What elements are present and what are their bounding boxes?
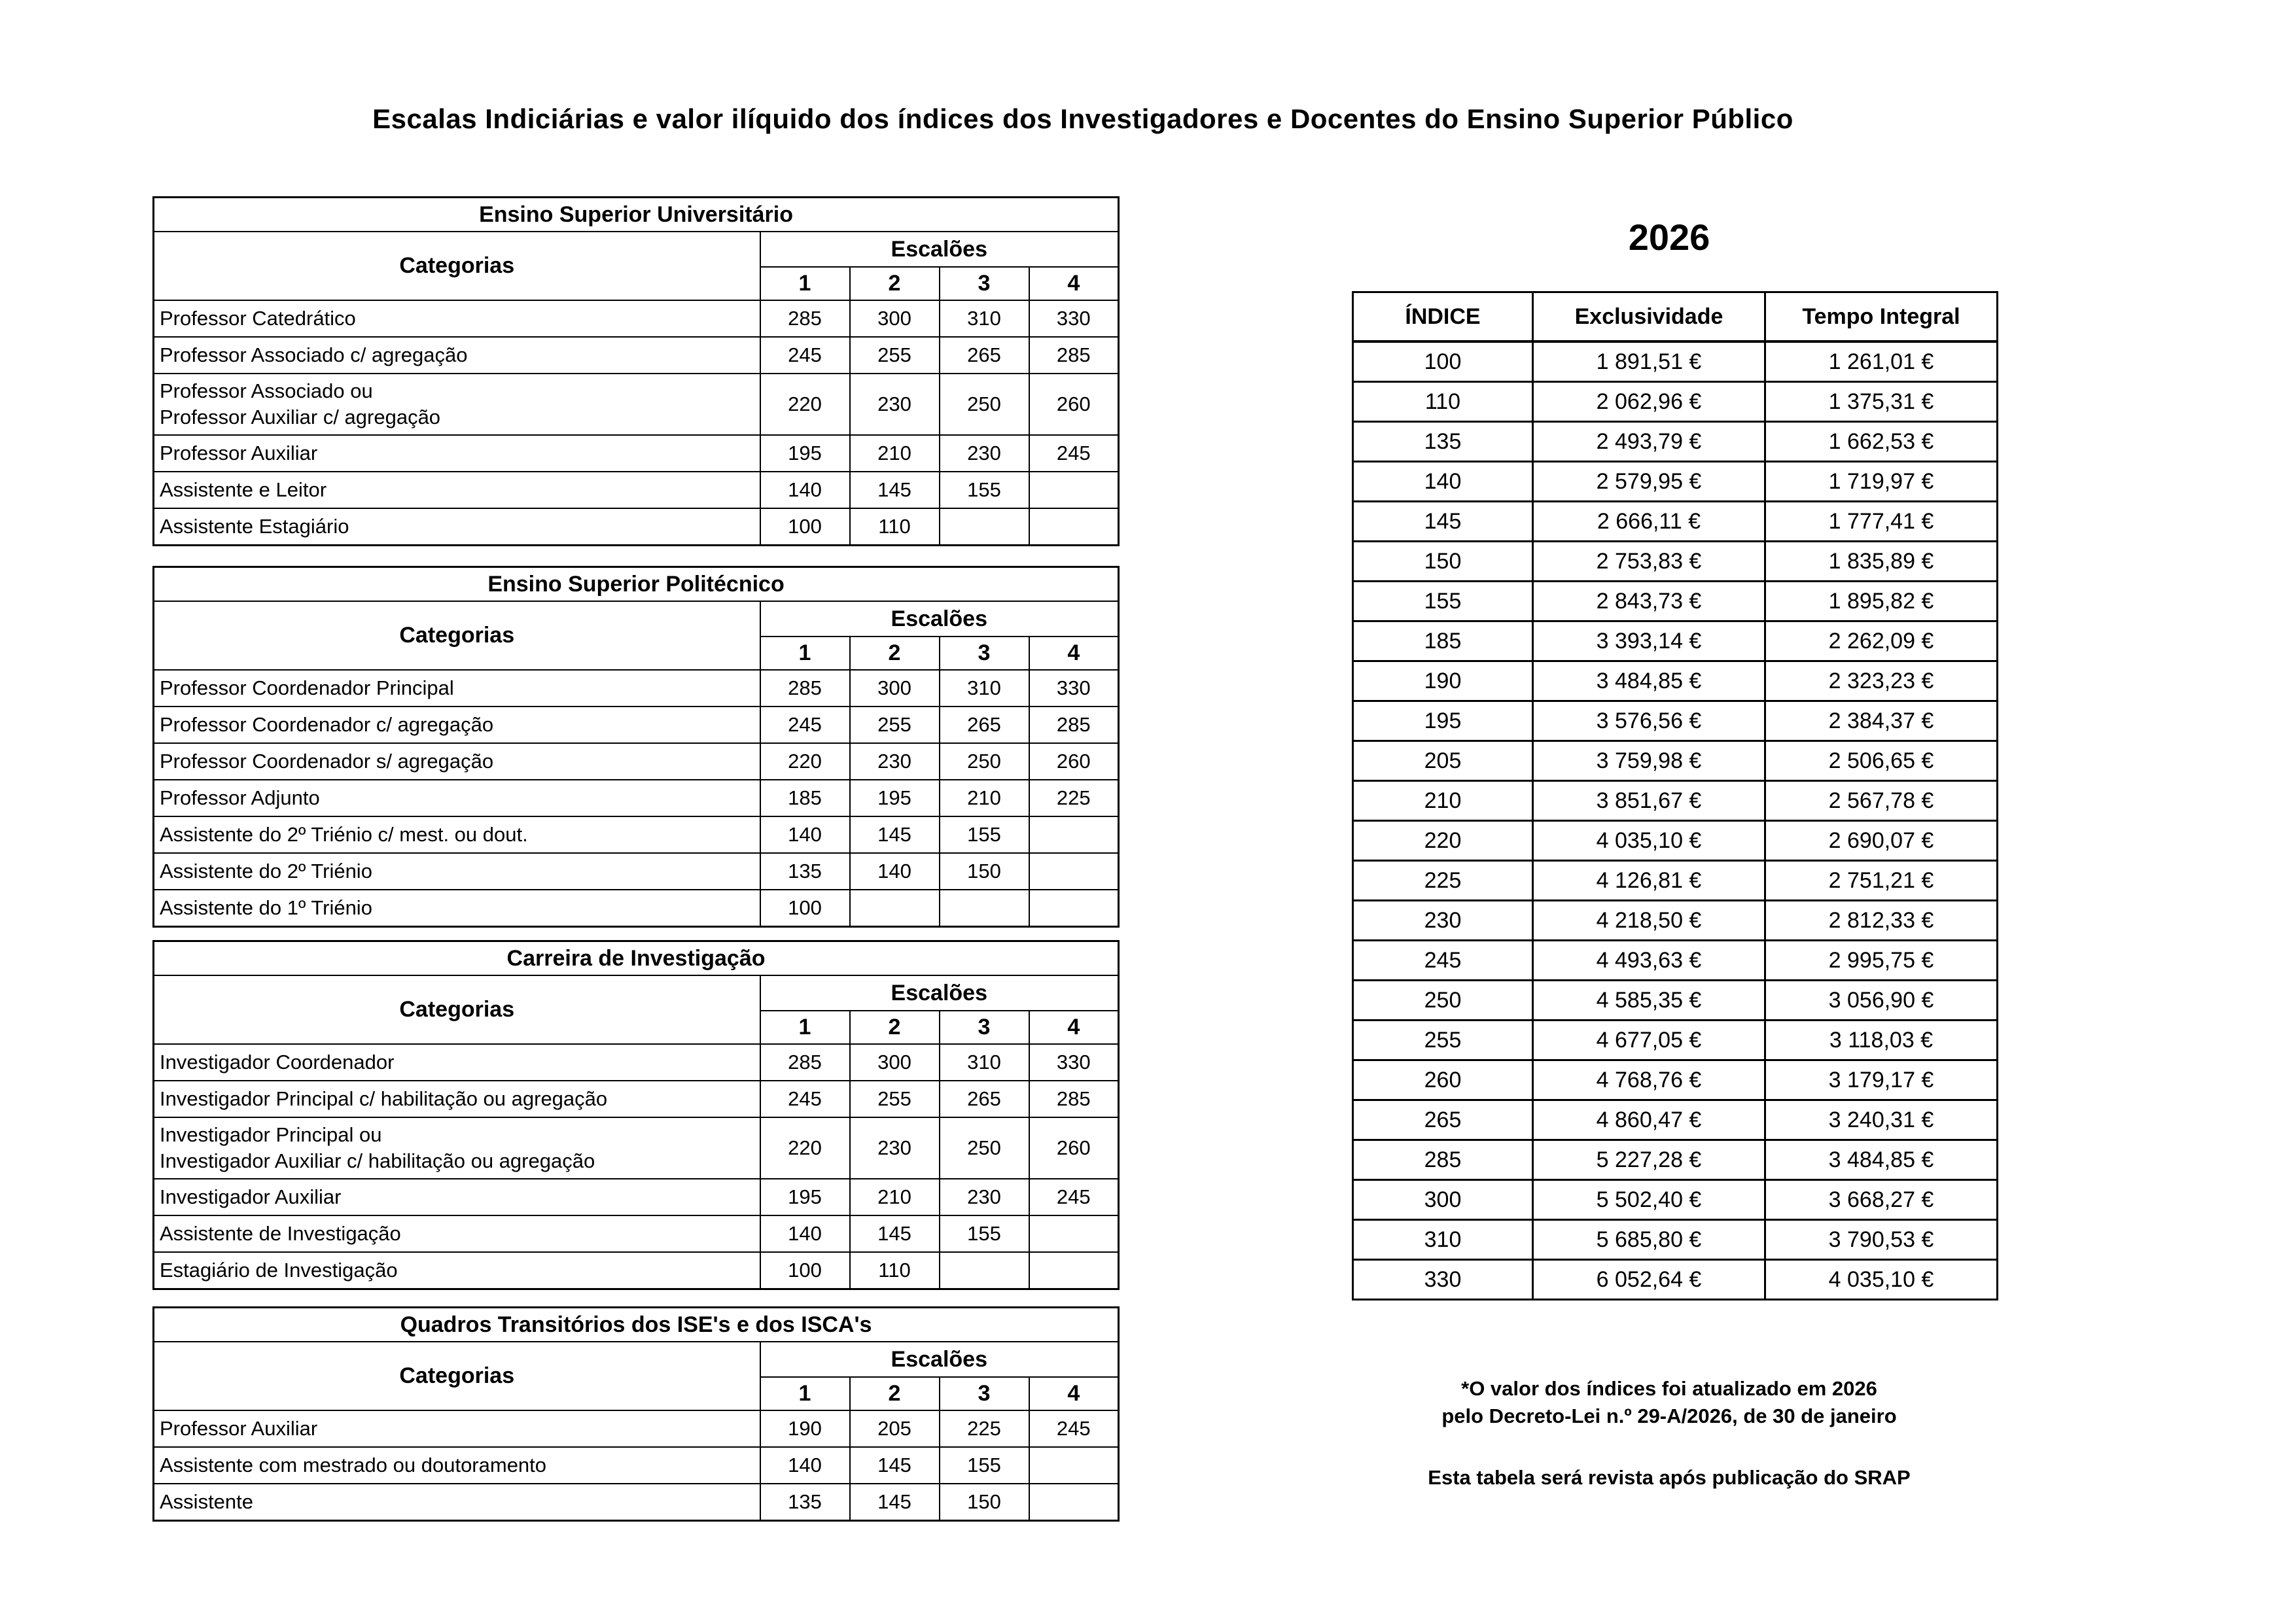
tempo-integral-cell: 3 240,31 € xyxy=(1765,1100,1998,1140)
tempo-integral-cell: 2 567,78 € xyxy=(1765,781,1998,821)
footnotes xyxy=(1319,1375,2019,1492)
escalao-column-header: 3 xyxy=(940,267,1029,300)
table-row xyxy=(154,435,1119,472)
tempo-integral-cell: 1 719,97 € xyxy=(1765,462,1998,502)
escalao-column-header: 1 xyxy=(760,267,850,300)
indice-row xyxy=(1353,901,1998,941)
category-cell: Estagiário de Investigação xyxy=(154,1252,760,1289)
escalao-value-cell: 230 xyxy=(850,1117,940,1179)
categories-header: Categorias xyxy=(154,975,760,1044)
tempo-integral-cell: 3 668,27 € xyxy=(1765,1180,1998,1220)
escalao-value-cell: 245 xyxy=(1029,1179,1119,1215)
escalao-value-cell: 155 xyxy=(940,472,1029,508)
escalao-value-cell xyxy=(1029,1484,1119,1521)
table-row xyxy=(154,1044,1119,1081)
indice-row xyxy=(1353,861,1998,901)
indice-header-row xyxy=(1353,292,1998,342)
escalao-value-cell: 285 xyxy=(1029,337,1119,374)
tempo-integral-cell: 1 835,89 € xyxy=(1765,542,1998,582)
category-line: Professor Associado ou xyxy=(160,379,373,402)
escalao-value-cell: 285 xyxy=(760,670,850,707)
indice-row xyxy=(1353,422,1998,462)
escalao-value-cell: 140 xyxy=(760,1447,850,1484)
tempo-integral-cell: 3 056,90 € xyxy=(1765,981,1998,1021)
category-cell: Assistente xyxy=(154,1484,760,1521)
escalao-value-cell: 150 xyxy=(940,1484,1029,1521)
table-row xyxy=(154,1117,1119,1179)
tempo-integral-cell: 2 751,21 € xyxy=(1765,861,1998,901)
category-cell: Assistente com mestrado ou doutoramento xyxy=(154,1447,760,1484)
indice-table xyxy=(1352,291,1998,1300)
escalao-value-cell: 150 xyxy=(940,853,1029,890)
escaloes-header: Escalões xyxy=(760,1342,1119,1377)
escalao-value-cell: 195 xyxy=(760,1179,850,1215)
escalao-value-cell: 330 xyxy=(1029,670,1119,707)
scale-table-card xyxy=(152,1306,1118,1522)
escalao-value-cell xyxy=(1029,816,1119,853)
table-row xyxy=(154,1447,1119,1484)
escalao-value-cell: 245 xyxy=(760,707,850,743)
escalao-value-cell: 310 xyxy=(940,300,1029,337)
indice-cell: 205 xyxy=(1353,741,1533,781)
category-cell: Assistente de Investigação xyxy=(154,1215,760,1252)
indice-row xyxy=(1353,462,1998,502)
indice-table-head xyxy=(1353,292,1998,342)
escalao-column-header: 4 xyxy=(1029,637,1119,670)
scale-table-card xyxy=(152,940,1118,1290)
tempo-integral-cell: 3 179,17 € xyxy=(1765,1060,1998,1100)
escalao-value-cell: 220 xyxy=(760,1117,850,1179)
escalao-column-header: 2 xyxy=(850,1377,940,1410)
indice-cell: 245 xyxy=(1353,941,1533,981)
escalao-value-cell: 300 xyxy=(850,300,940,337)
escalao-value-cell: 195 xyxy=(850,780,940,816)
category-line: Investigador Auxiliar c/ habilitação ou agregação xyxy=(160,1149,595,1172)
scale-table xyxy=(152,1306,1120,1522)
escalao-value-cell: 230 xyxy=(850,743,940,780)
category-cell: Professor Auxiliar xyxy=(154,1410,760,1447)
table-row xyxy=(154,1215,1119,1252)
category-cell: Professor Auxiliar xyxy=(154,435,760,472)
footnote-line: Esta tabela será revista após publicação do SRAP xyxy=(1428,1466,1911,1489)
scale-table-card xyxy=(152,566,1118,928)
escalao-value-cell: 190 xyxy=(760,1410,850,1447)
escalao-column-header: 2 xyxy=(850,637,940,670)
escalao-value-cell: 185 xyxy=(760,780,850,816)
escalao-value-cell: 285 xyxy=(760,300,850,337)
indice-cell: 230 xyxy=(1353,901,1533,941)
scale-table xyxy=(152,566,1120,928)
escalao-value-cell: 265 xyxy=(940,1081,1029,1117)
exclusividade-cell: 2 579,95 € xyxy=(1533,462,1765,502)
escalao-value-cell: 135 xyxy=(760,853,850,890)
escalao-value-cell: 230 xyxy=(940,435,1029,472)
tempo-integral-cell: 1 662,53 € xyxy=(1765,422,1998,462)
table-title: Ensino Superior Politécnico xyxy=(154,567,1119,602)
escalao-value-cell: 155 xyxy=(940,1215,1029,1252)
category-cell: Investigador Principal c/ habilitação ou agregação xyxy=(154,1081,760,1117)
tempo-integral-cell: 2 506,65 € xyxy=(1765,741,1998,781)
table-row xyxy=(154,743,1119,780)
escalao-value-cell: 220 xyxy=(760,374,850,435)
exclusividade-cell: 4 035,10 € xyxy=(1533,821,1765,861)
escalao-value-cell: 145 xyxy=(850,816,940,853)
footnote-line: *O valor dos índices foi atualizado em 2026 xyxy=(1461,1377,1877,1400)
tempo-integral-cell: 3 790,53 € xyxy=(1765,1220,1998,1260)
escalao-value-cell: 330 xyxy=(1029,1044,1119,1081)
exclusividade-cell: 5 502,40 € xyxy=(1533,1180,1765,1220)
escalao-value-cell: 210 xyxy=(850,435,940,472)
table-row xyxy=(154,780,1119,816)
category-line: Professor Auxiliar c/ agregação xyxy=(160,406,441,428)
escalao-value-cell: 230 xyxy=(850,374,940,435)
escalao-value-cell: 225 xyxy=(1029,780,1119,816)
escaloes-header: Escalões xyxy=(760,975,1119,1011)
escalao-value-cell xyxy=(1029,472,1119,508)
escalao-value-cell: 140 xyxy=(850,853,940,890)
escalao-value-cell: 245 xyxy=(1029,435,1119,472)
category-line: Investigador Principal ou xyxy=(160,1123,382,1146)
escalao-value-cell: 310 xyxy=(940,670,1029,707)
escalao-value-cell: 145 xyxy=(850,1484,940,1521)
escalao-value-cell: 265 xyxy=(940,337,1029,374)
table-row xyxy=(154,1410,1119,1447)
indice-row xyxy=(1353,382,1998,422)
indice-cell: 250 xyxy=(1353,981,1533,1021)
escalao-value-cell: 100 xyxy=(760,1252,850,1289)
tempo-integral-cell: 2 995,75 € xyxy=(1765,941,1998,981)
indice-cell: 100 xyxy=(1353,341,1533,382)
escalao-value-cell: 220 xyxy=(760,743,850,780)
indice-row xyxy=(1353,341,1998,382)
escalao-value-cell: 135 xyxy=(760,1484,850,1521)
category-cell: Assistente do 1º Triénio xyxy=(154,890,760,927)
table-row xyxy=(154,300,1119,337)
category-cell: Assistente do 2º Triénio c/ mest. ou dout. xyxy=(154,816,760,853)
exclusividade-cell: 2 753,83 € xyxy=(1533,542,1765,582)
tempo-integral-cell: 2 323,23 € xyxy=(1765,661,1998,701)
escalao-value-cell: 155 xyxy=(940,816,1029,853)
escalao-value-cell: 250 xyxy=(940,1117,1029,1179)
indice-cell: 330 xyxy=(1353,1260,1533,1300)
category-cell: Professor Coordenador c/ agregação xyxy=(154,707,760,743)
categories-header: Categorias xyxy=(154,1342,760,1410)
indice-cell: 140 xyxy=(1353,462,1533,502)
exclusividade-cell: 4 585,35 € xyxy=(1533,981,1765,1021)
escalao-value-cell: 310 xyxy=(940,1044,1029,1081)
escalao-value-cell: 145 xyxy=(850,1215,940,1252)
tempo-integral-cell: 1 777,41 € xyxy=(1765,502,1998,542)
escalao-column-header: 2 xyxy=(850,1011,940,1044)
category-cell xyxy=(154,1117,760,1179)
exclusividade-cell: 2 493,79 € xyxy=(1533,422,1765,462)
table-title: Ensino Superior Universitário xyxy=(154,198,1119,232)
exclusividade-cell: 3 576,56 € xyxy=(1533,701,1765,741)
escalao-value-cell xyxy=(1029,853,1119,890)
escalao-value-cell xyxy=(1029,890,1119,927)
escalao-column-header: 3 xyxy=(940,637,1029,670)
escalao-value-cell: 265 xyxy=(940,707,1029,743)
exclusividade-cell: 4 860,47 € xyxy=(1533,1100,1765,1140)
indice-row xyxy=(1353,821,1998,861)
indice-row xyxy=(1353,781,1998,821)
escalao-value-cell: 250 xyxy=(940,374,1029,435)
escalao-value-cell: 140 xyxy=(760,816,850,853)
indice-row xyxy=(1353,1180,1998,1220)
exclusividade-cell: 2 666,11 € xyxy=(1533,502,1765,542)
exclusividade-cell: 2 062,96 € xyxy=(1533,382,1765,422)
footnote-line: pelo Decreto-Lei n.º 29-A/2026, de 30 de janeiro xyxy=(1441,1405,1897,1427)
indice-cell: 310 xyxy=(1353,1220,1533,1260)
exclusividade-cell: 3 759,98 € xyxy=(1533,741,1765,781)
category-cell: Professor Catedrático xyxy=(154,300,760,337)
escalao-column-header: 4 xyxy=(1029,1377,1119,1410)
escalao-value-cell: 300 xyxy=(850,1044,940,1081)
escaloes-header: Escalões xyxy=(760,232,1119,267)
tempo-integral-cell: 2 262,09 € xyxy=(1765,621,1998,661)
indice-cell: 155 xyxy=(1353,582,1533,621)
table-row xyxy=(154,816,1119,853)
table-row xyxy=(154,670,1119,707)
escalao-column-header: 1 xyxy=(760,1377,850,1410)
exclusividade-cell: 4 768,76 € xyxy=(1533,1060,1765,1100)
tempo-integral-cell: 1 375,31 € xyxy=(1765,382,1998,422)
indice-cell: 185 xyxy=(1353,621,1533,661)
scale-table xyxy=(152,196,1120,546)
escalao-value-cell: 210 xyxy=(940,780,1029,816)
escalao-value-cell: 210 xyxy=(850,1179,940,1215)
escalao-value-cell: 245 xyxy=(760,1081,850,1117)
tempo-integral-cell: 1 895,82 € xyxy=(1765,582,1998,621)
indice-cell: 145 xyxy=(1353,502,1533,542)
exclusividade-cell: 3 484,85 € xyxy=(1533,661,1765,701)
escalao-value-cell: 145 xyxy=(850,1447,940,1484)
categories-header: Categorias xyxy=(154,232,760,300)
indice-column-header: Exclusividade xyxy=(1533,292,1765,342)
indice-cell: 265 xyxy=(1353,1100,1533,1140)
indice-row xyxy=(1353,1260,1998,1300)
indice-cell: 260 xyxy=(1353,1060,1533,1100)
escalao-value-cell: 140 xyxy=(760,1215,850,1252)
tempo-integral-cell: 3 484,85 € xyxy=(1765,1140,1998,1180)
tempo-integral-cell: 4 035,10 € xyxy=(1765,1260,1998,1300)
page-title: Escalas Indiciárias e valor ilíquido dos índices dos Investigadores e Docentes do Ensino Superior Público xyxy=(372,103,1793,134)
indice-table-card xyxy=(1352,291,1987,1300)
exclusividade-cell: 3 851,67 € xyxy=(1533,781,1765,821)
category-cell: Investigador Auxiliar xyxy=(154,1179,760,1215)
indice-row xyxy=(1353,1060,1998,1100)
table-row xyxy=(154,374,1119,435)
indice-cell: 135 xyxy=(1353,422,1533,462)
table-row xyxy=(154,1179,1119,1215)
tempo-integral-cell: 2 690,07 € xyxy=(1765,821,1998,861)
indice-cell: 220 xyxy=(1353,821,1533,861)
escalao-value-cell xyxy=(940,1252,1029,1289)
escalao-column-header: 1 xyxy=(760,637,850,670)
indice-column-header: ÍNDICE xyxy=(1353,292,1533,342)
escalao-value-cell: 110 xyxy=(850,1252,940,1289)
escalao-value-cell: 225 xyxy=(940,1410,1029,1447)
table-title: Quadros Transitórios dos ISE's e dos ISCA's xyxy=(154,1308,1119,1342)
escalao-value-cell: 140 xyxy=(760,472,850,508)
indice-row xyxy=(1353,582,1998,621)
indice-row xyxy=(1353,661,1998,701)
tempo-integral-cell: 3 118,03 € xyxy=(1765,1021,1998,1060)
indice-row xyxy=(1353,621,1998,661)
indice-row xyxy=(1353,1100,1998,1140)
escalao-value-cell: 260 xyxy=(1029,374,1119,435)
indice-cell: 150 xyxy=(1353,542,1533,582)
escalao-value-cell: 230 xyxy=(940,1179,1029,1215)
tempo-integral-cell: 2 384,37 € xyxy=(1765,701,1998,741)
indice-row xyxy=(1353,502,1998,542)
escalao-column-header: 3 xyxy=(940,1011,1029,1044)
table-row xyxy=(154,1081,1119,1117)
category-cell: Professor Coordenador s/ agregação xyxy=(154,743,760,780)
escalao-column-header: 3 xyxy=(940,1377,1029,1410)
category-cell: Professor Associado c/ agregação xyxy=(154,337,760,374)
category-cell: Professor Coordenador Principal xyxy=(154,670,760,707)
category-cell: Assistente e Leitor xyxy=(154,472,760,508)
escalao-value-cell: 255 xyxy=(850,707,940,743)
table-row xyxy=(154,1484,1119,1521)
year-heading: 2026 xyxy=(1628,217,1710,258)
exclusividade-cell: 4 493,63 € xyxy=(1533,941,1765,981)
table-row xyxy=(154,472,1119,508)
indice-table-body xyxy=(1353,341,1998,1300)
table-row xyxy=(154,890,1119,927)
escalao-value-cell: 145 xyxy=(850,472,940,508)
indice-cell: 285 xyxy=(1353,1140,1533,1180)
indice-row xyxy=(1353,981,1998,1021)
indice-cell: 225 xyxy=(1353,861,1533,901)
escaloes-header: Escalões xyxy=(760,601,1119,637)
indice-cell: 300 xyxy=(1353,1180,1533,1220)
escalao-value-cell: 205 xyxy=(850,1410,940,1447)
escalao-column-header: 1 xyxy=(760,1011,850,1044)
table-row xyxy=(154,337,1119,374)
escalao-value-cell xyxy=(1029,1215,1119,1252)
escalao-column-header: 4 xyxy=(1029,1011,1119,1044)
escalao-value-cell: 245 xyxy=(1029,1410,1119,1447)
escalao-value-cell xyxy=(850,890,940,927)
indice-row xyxy=(1353,741,1998,781)
category-cell: Investigador Coordenador xyxy=(154,1044,760,1081)
exclusividade-cell: 6 052,64 € xyxy=(1533,1260,1765,1300)
table-row xyxy=(154,1252,1119,1289)
indice-cell: 255 xyxy=(1353,1021,1533,1060)
escalao-value-cell xyxy=(1029,1252,1119,1289)
escalao-value-cell: 195 xyxy=(760,435,850,472)
escalao-value-cell: 100 xyxy=(760,508,850,546)
escalao-value-cell: 110 xyxy=(850,508,940,546)
indice-cell: 195 xyxy=(1353,701,1533,741)
escalao-value-cell: 260 xyxy=(1029,743,1119,780)
table-title: Carreira de Investigação xyxy=(154,941,1119,976)
table-row xyxy=(154,508,1119,546)
escalao-value-cell: 245 xyxy=(760,337,850,374)
escalao-value-cell: 285 xyxy=(1029,707,1119,743)
exclusividade-cell: 2 843,73 € xyxy=(1533,582,1765,621)
exclusividade-cell: 3 393,14 € xyxy=(1533,621,1765,661)
escalao-value-cell xyxy=(1029,508,1119,546)
category-cell: Professor Adjunto xyxy=(154,780,760,816)
indice-row xyxy=(1353,542,1998,582)
indice-cell: 190 xyxy=(1353,661,1533,701)
indice-row xyxy=(1353,1140,1998,1180)
category-cell xyxy=(154,374,760,435)
escalao-value-cell: 330 xyxy=(1029,300,1119,337)
exclusividade-cell: 4 218,50 € xyxy=(1533,901,1765,941)
escalao-value-cell: 255 xyxy=(850,1081,940,1117)
scale-table xyxy=(152,940,1120,1290)
escalao-value-cell: 100 xyxy=(760,890,850,927)
scale-table-card xyxy=(152,196,1118,546)
category-cell: Assistente Estagiário xyxy=(154,508,760,546)
escalao-value-cell: 250 xyxy=(940,743,1029,780)
escalao-column-header: 2 xyxy=(850,267,940,300)
indice-cell: 110 xyxy=(1353,382,1533,422)
indice-row xyxy=(1353,1021,1998,1060)
escalao-value-cell: 155 xyxy=(940,1447,1029,1484)
escalao-value-cell: 300 xyxy=(850,670,940,707)
escalao-value-cell xyxy=(940,890,1029,927)
categories-header: Categorias xyxy=(154,601,760,670)
escalao-value-cell: 285 xyxy=(760,1044,850,1081)
table-row xyxy=(154,707,1119,743)
indice-row xyxy=(1353,701,1998,741)
escalao-value-cell xyxy=(940,508,1029,546)
indice-row xyxy=(1353,1220,1998,1260)
indice-column-header: Tempo Integral xyxy=(1765,292,1998,342)
exclusividade-cell: 5 227,28 € xyxy=(1533,1140,1765,1180)
exclusividade-cell: 1 891,51 € xyxy=(1533,341,1765,382)
exclusividade-cell: 4 126,81 € xyxy=(1533,861,1765,901)
exclusividade-cell: 5 685,80 € xyxy=(1533,1220,1765,1260)
escalao-value-cell: 260 xyxy=(1029,1117,1119,1179)
tempo-integral-cell: 2 812,33 € xyxy=(1765,901,1998,941)
escalao-value-cell: 285 xyxy=(1029,1081,1119,1117)
escalao-column-header: 4 xyxy=(1029,267,1119,300)
escalao-value-cell: 255 xyxy=(850,337,940,374)
tempo-integral-cell: 1 261,01 € xyxy=(1765,341,1998,382)
exclusividade-cell: 4 677,05 € xyxy=(1533,1021,1765,1060)
table-row xyxy=(154,853,1119,890)
indice-row xyxy=(1353,941,1998,981)
indice-cell: 210 xyxy=(1353,781,1533,821)
escalao-value-cell xyxy=(1029,1447,1119,1484)
category-cell: Assistente do 2º Triénio xyxy=(154,853,760,890)
